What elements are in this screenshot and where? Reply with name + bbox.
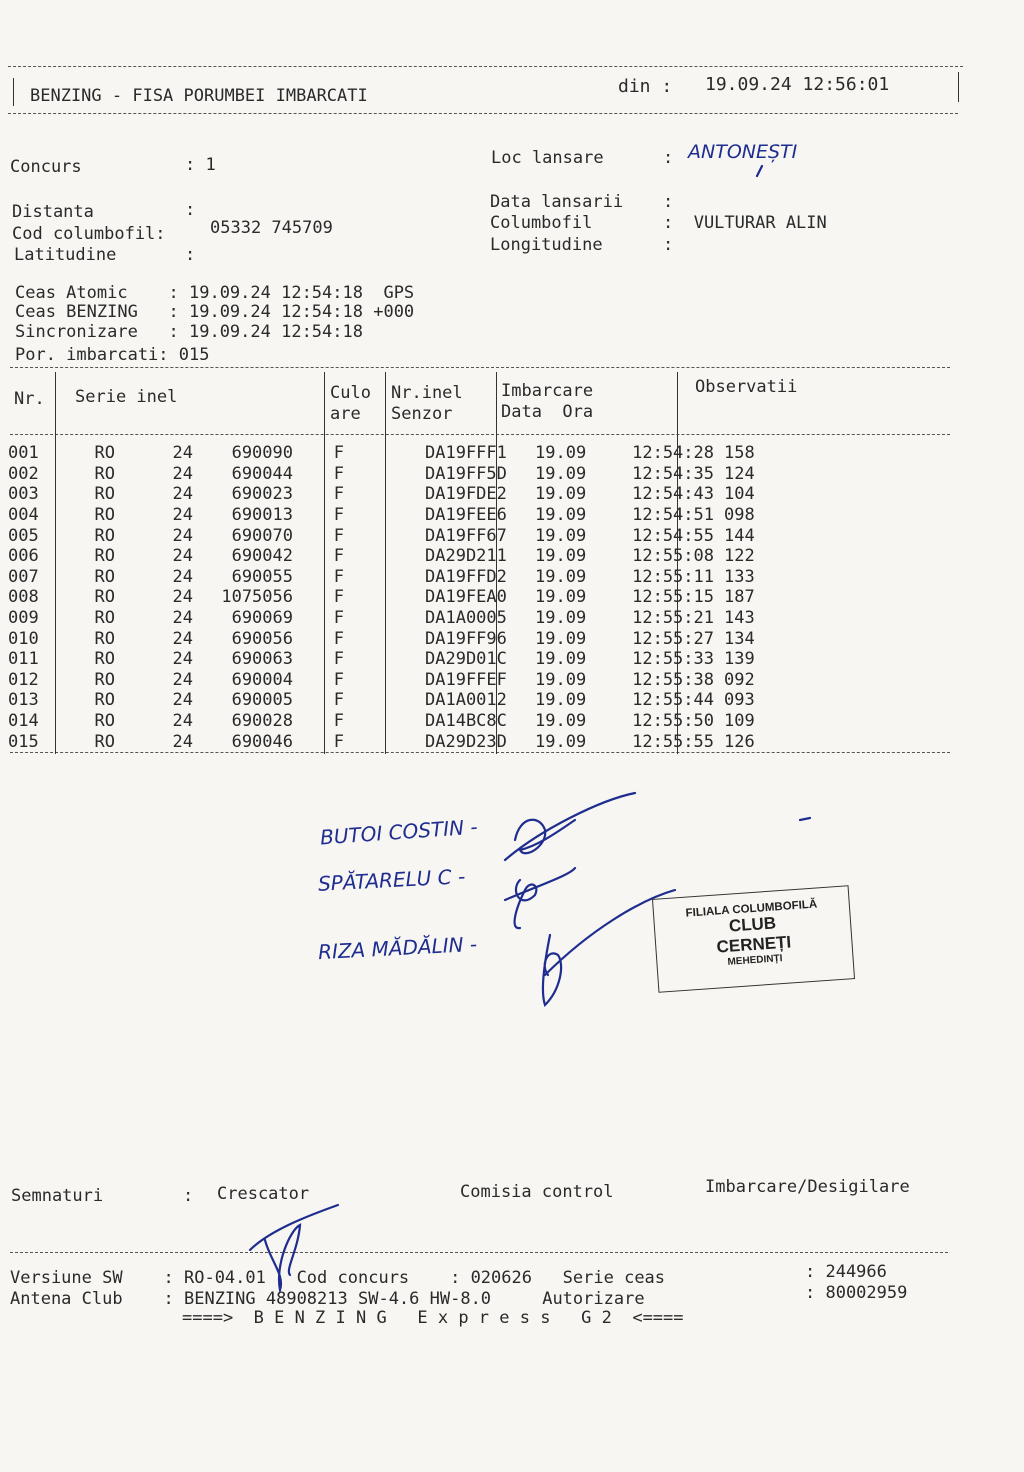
cell-inel: 1075056 — [221, 587, 293, 608]
th-imbarcare-2: Data Ora — [501, 402, 594, 422]
cell-an: 24 — [172, 587, 193, 608]
cell-sex: F — [333, 690, 344, 711]
cell-nr: 001 — [8, 443, 39, 464]
cell-nr: 002 — [8, 463, 39, 484]
th-culoare-2: are — [330, 404, 361, 424]
cell-nr: 010 — [8, 628, 39, 649]
cell-senzor: DA19FEA0 — [425, 587, 507, 608]
cell-inel: 690023 — [231, 484, 293, 505]
cell-obs: 122 — [724, 546, 755, 567]
cell-obs: 133 — [724, 566, 755, 587]
cell-senzor: DA19FF5D — [425, 463, 507, 484]
cod-columbofil-value: 05332 745709 — [210, 218, 333, 238]
cell-tara: RO — [94, 731, 115, 752]
cell-an: 24 — [172, 525, 193, 546]
cell-obs: 126 — [724, 731, 755, 752]
cell-data: 19.09 — [535, 731, 587, 752]
cell-ora: 12:54:43 — [632, 484, 714, 505]
cell-ora: 12:55:55 — [632, 731, 714, 752]
cell-data: 19.09 — [535, 587, 587, 608]
footer-rule — [10, 1252, 948, 1253]
cell-tara: RO — [94, 587, 115, 608]
cell-nr: 007 — [8, 566, 39, 587]
imbarcare-label: Imbarcare/Desigilare — [705, 1177, 910, 1197]
brand-line: ====> B E N Z I N G E x p r e s s G 2 <==== — [182, 1308, 684, 1328]
data-lansarii-label: Data lansarii — [490, 192, 624, 212]
cell-sex: F — [333, 628, 344, 649]
cell-data: 19.09 — [535, 463, 587, 484]
cell-an: 24 — [172, 484, 193, 505]
cell-sex: F — [333, 525, 344, 546]
distanta-label: Distanta — [12, 202, 94, 222]
th-nr: Nr. — [14, 389, 45, 409]
cell-ora: 12:55:27 — [632, 628, 714, 649]
columbofil-label: Columbofil — [490, 213, 593, 233]
cell-data: 19.09 — [535, 546, 587, 567]
cell-sex: F — [333, 731, 344, 752]
cell-an: 24 — [172, 628, 193, 649]
th-observatii: Observatii — [695, 377, 798, 397]
versiune-line: Versiune SW : RO-04.01 Cod concurs : 020626 Serie ceas — [10, 1268, 666, 1288]
cell-obs: 109 — [724, 711, 755, 732]
th-nrinel-2: Senzor — [391, 404, 453, 424]
cell-senzor: DA19FF67 — [425, 525, 507, 546]
cell-inel: 690055 — [231, 566, 293, 587]
cell-an: 24 — [172, 690, 193, 711]
cell-senzor: DA29D211 — [425, 546, 507, 567]
distanta-value: : — [185, 200, 196, 220]
cell-nr: 003 — [8, 484, 39, 505]
antena-line: Antena Club : BENZING 48908213 SW-4.6 HW-8.0 Autorizare — [10, 1289, 645, 1309]
columbofil-value: : VULTURAR ALIN — [663, 213, 827, 233]
cell-tara: RO — [94, 608, 115, 629]
cell-ora: 12:55:08 — [632, 546, 714, 567]
cell-sex: F — [333, 711, 344, 732]
loc-lansare-handwritten: ANTONEȘTI — [688, 141, 798, 163]
cell-inel: 690069 — [231, 608, 293, 629]
cell-obs: 098 — [724, 505, 755, 526]
cell-data: 19.09 — [535, 690, 587, 711]
cell-inel: 690042 — [231, 546, 293, 567]
cell-data: 19.09 — [535, 443, 587, 464]
cell-tara: RO — [94, 525, 115, 546]
cell-inel: 690090 — [231, 443, 293, 464]
th-culoare-1: Culo — [330, 383, 371, 403]
cell-obs: 124 — [724, 463, 755, 484]
cell-senzor: DA19FDE2 — [425, 484, 507, 505]
cell-nr: 014 — [8, 711, 39, 732]
cell-ora: 12:55:33 — [632, 649, 714, 670]
handwritten-name-1: BUTOI COSTIN - — [319, 814, 479, 850]
cell-senzor: DA19FEE6 — [425, 505, 507, 526]
cell-nr: 008 — [8, 587, 39, 608]
data-lansarii-value: : — [663, 192, 674, 212]
cell-inel: 690070 — [231, 525, 293, 546]
serie-ceas-value: : 244966 — [805, 1262, 887, 1282]
cell-ora: 12:55:21 — [632, 608, 714, 629]
cell-sex: F — [333, 669, 344, 690]
semnaturi-colon: : — [183, 1186, 194, 1206]
autorizare-value: : 80002959 — [805, 1283, 908, 1303]
cell-sex: F — [333, 649, 344, 670]
cell-ora: 12:55:44 — [632, 690, 714, 711]
sheet-title: BENZING - FISA PORUMBEI IMBARCATI — [30, 86, 368, 106]
cell-sex: F — [333, 463, 344, 484]
cell-data: 19.09 — [535, 608, 587, 629]
cell-inel: 690044 — [231, 463, 293, 484]
cell-obs: 144 — [724, 525, 755, 546]
cell-inel: 690004 — [231, 669, 293, 690]
cell-nr: 006 — [8, 546, 39, 567]
cell-an: 24 — [172, 608, 193, 629]
crescator-label: Crescator — [217, 1184, 310, 1204]
cell-ora: 12:55:15 — [632, 587, 714, 608]
ceas-benzing: Ceas BENZING : 19.09.24 12:54:18 +000 — [15, 302, 415, 322]
th-nrinel-1: Nr.inel — [391, 383, 463, 403]
cell-tara: RO — [94, 669, 115, 690]
handwritten-name-2: SPĂTARELU C - — [317, 864, 466, 896]
stamp-line-4: MEHEDINȚI — [727, 953, 783, 968]
cell-senzor: DA29D23D — [425, 731, 507, 752]
semnaturi-label: Semnaturi — [11, 1186, 104, 1206]
cell-ora: 12:54:55 — [632, 525, 714, 546]
cell-obs: 093 — [724, 690, 755, 711]
cell-sex: F — [333, 443, 344, 464]
latitudine-value: : — [185, 245, 196, 265]
date-value: 19.09.24 12:56:01 — [705, 74, 890, 95]
loc-lansare-label: Loc lansare — [491, 148, 604, 168]
porumbei-imbarcati: Por. imbarcati: 015 — [15, 345, 210, 365]
cell-senzor: DA1A0012 — [425, 690, 507, 711]
th-serie-inel: Serie inel — [75, 387, 178, 407]
th-imbarcare-1: Imbarcare — [501, 381, 594, 401]
cell-ora: 12:55:38 — [632, 669, 714, 690]
cell-inel: 690005 — [231, 690, 293, 711]
concurs-value: : 1 — [185, 155, 216, 175]
cell-obs: 134 — [724, 628, 755, 649]
cell-obs: 187 — [724, 587, 755, 608]
cell-data: 19.09 — [535, 628, 587, 649]
cell-obs: 143 — [724, 608, 755, 629]
cell-data: 19.09 — [535, 484, 587, 505]
cell-obs: 158 — [724, 443, 755, 464]
cell-inel: 690046 — [231, 731, 293, 752]
cell-sex: F — [333, 484, 344, 505]
cell-nr: 012 — [8, 669, 39, 690]
cell-ora: 12:54:35 — [632, 463, 714, 484]
cell-tara: RO — [94, 690, 115, 711]
stamp-line-1: FILIALA COLUMBOFILĂ — [685, 898, 818, 920]
cell-obs: 139 — [724, 649, 755, 670]
cell-sex: F — [333, 566, 344, 587]
cell-inel: 690013 — [231, 505, 293, 526]
cell-ora: 12:54:28 — [632, 443, 714, 464]
cell-obs: 104 — [724, 484, 755, 505]
cell-senzor: DA19FF96 — [425, 628, 507, 649]
cell-obs: 092 — [724, 669, 755, 690]
cell-an: 24 — [172, 443, 193, 464]
cell-an: 24 — [172, 546, 193, 567]
cell-tara: RO — [94, 711, 115, 732]
cell-ora: 12:55:50 — [632, 711, 714, 732]
cell-inel: 690063 — [231, 649, 293, 670]
loc-lansare-colon: : — [663, 148, 674, 168]
longitudine-value: : — [663, 235, 674, 255]
cell-tara: RO — [94, 546, 115, 567]
cell-an: 24 — [172, 566, 193, 587]
cell-nr: 011 — [8, 649, 39, 670]
cell-nr: 009 — [8, 608, 39, 629]
date-label: din : — [618, 76, 673, 97]
cell-senzor: DA19FFD2 — [425, 566, 507, 587]
cell-tara: RO — [94, 463, 115, 484]
cell-nr: 013 — [8, 690, 39, 711]
cell-an: 24 — [172, 505, 193, 526]
cell-data: 19.09 — [535, 505, 587, 526]
cell-sex: F — [333, 505, 344, 526]
cell-senzor: DA19FFEF — [425, 669, 507, 690]
cell-sex: F — [333, 546, 344, 567]
cell-an: 24 — [172, 649, 193, 670]
cell-an: 24 — [172, 463, 193, 484]
cell-data: 19.09 — [535, 566, 587, 587]
cell-tara: RO — [94, 566, 115, 587]
cell-data: 19.09 — [535, 711, 587, 732]
comisia-label: Comisia control — [460, 1182, 614, 1202]
cell-sex: F — [333, 608, 344, 629]
club-stamp — [652, 885, 855, 993]
cell-an: 24 — [172, 711, 193, 732]
cell-tara: RO — [94, 628, 115, 649]
cell-tara: RO — [94, 505, 115, 526]
sincronizare: Sincronizare : 19.09.24 12:54:18 — [15, 322, 363, 342]
cell-ora: 12:55:11 — [632, 566, 714, 587]
cod-columbofil-label: Cod columbofil: — [12, 224, 166, 244]
cell-senzor: DA19FFF1 — [425, 443, 507, 464]
cell-inel: 690056 — [231, 628, 293, 649]
cell-nr: 004 — [8, 505, 39, 526]
cell-data: 19.09 — [535, 669, 587, 690]
cell-tara: RO — [94, 649, 115, 670]
cell-nr: 015 — [8, 731, 39, 752]
cell-senzor: DA1A0005 — [425, 608, 507, 629]
cell-sex: F — [333, 587, 344, 608]
stamp-line-2: CLUB — [728, 913, 777, 936]
cell-tara: RO — [94, 443, 115, 464]
stamp-line-3: CERNEȚI — [715, 932, 792, 957]
cell-nr: 005 — [8, 525, 39, 546]
cell-senzor: DA29D01C — [425, 649, 507, 670]
cell-inel: 690028 — [231, 711, 293, 732]
cell-an: 24 — [172, 669, 193, 690]
cell-data: 19.09 — [535, 649, 587, 670]
ceas-atomic: Ceas Atomic : 19.09.24 12:54:18 GPS — [15, 283, 415, 303]
handwritten-name-3: RIZA MĂDĂLIN - — [317, 931, 478, 965]
cell-ora: 12:54:51 — [632, 505, 714, 526]
cell-tara: RO — [94, 484, 115, 505]
cell-an: 24 — [172, 731, 193, 752]
concurs-label: Concurs — [10, 157, 82, 177]
cell-data: 19.09 — [535, 525, 587, 546]
latitudine-label: Latitudine — [14, 245, 117, 265]
longitudine-label: Longitudine — [490, 235, 603, 255]
cell-senzor: DA14BC8C — [425, 711, 507, 732]
